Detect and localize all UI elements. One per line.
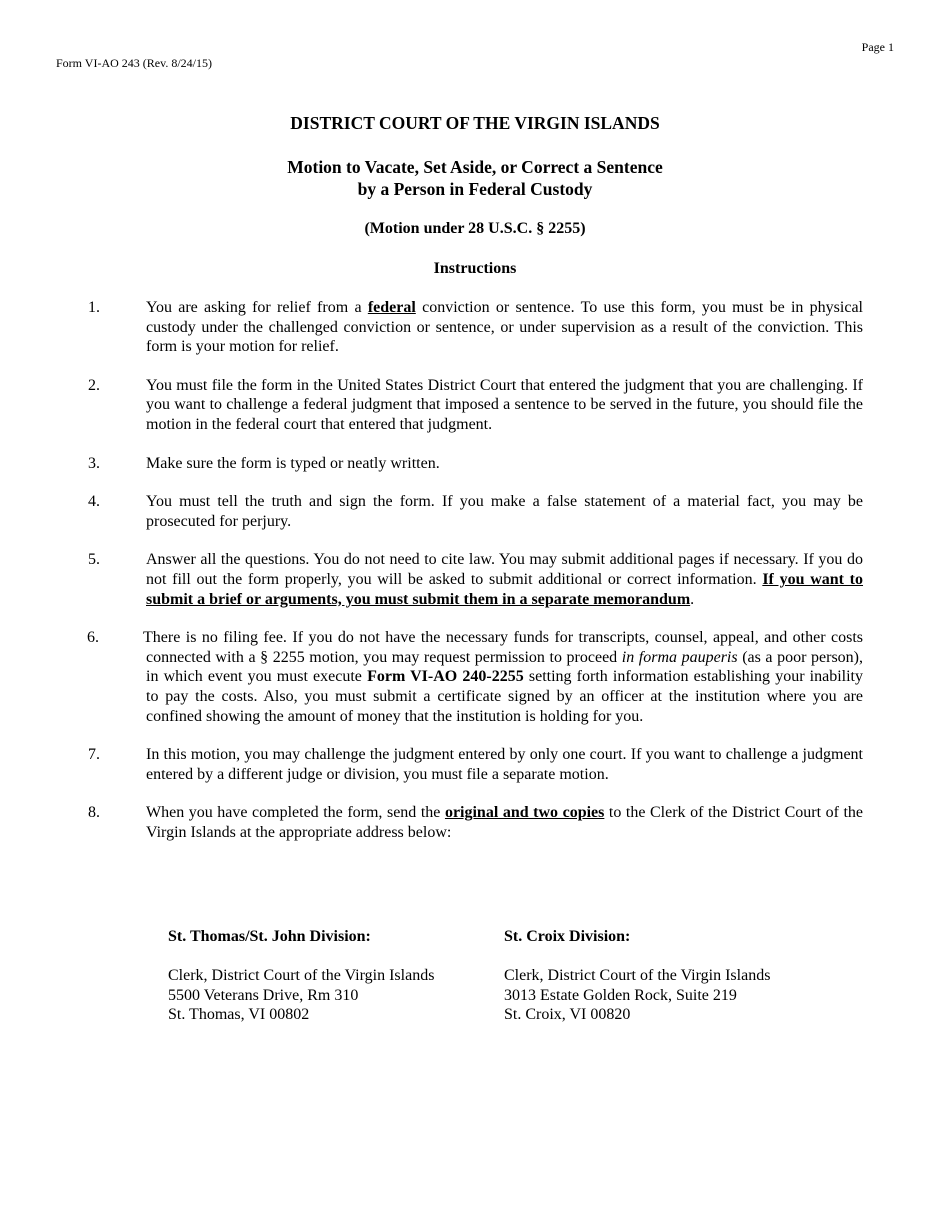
instruction-item-2	[0, 376, 950, 435]
instructions-list	[0, 298, 950, 861]
item-number: 8.	[88, 804, 100, 822]
item-text-part: .	[690, 590, 695, 608]
instruction-item-7	[0, 745, 950, 784]
motion-title	[0, 156, 950, 200]
item-text	[146, 803, 863, 842]
address-line: Clerk, District Court of the Virgin Islands	[168, 967, 435, 985]
motion-title-line-1: Motion to Vacate, Set Aside, or Correct a Sentence	[287, 157, 663, 177]
item-number: 1.	[88, 299, 100, 316]
item-text-part: You are asking for relief from a	[146, 299, 368, 316]
division-heading: St. Thomas/St. John Division:	[168, 928, 371, 945]
item-number: 7.	[88, 746, 100, 764]
item-text: You must tell the truth and sign the form. If you make a false statement of a material fact, you may be prosecuted for perjury.	[146, 493, 863, 530]
item-text-part: (as a poor person), in which event you must execute	[146, 648, 864, 686]
motion-subtitle: (Motion under 28 U.S.C. § 2255)	[364, 220, 586, 237]
court-title: DISTRICT COURT OF THE VIRGIN ISLANDS	[290, 113, 660, 133]
item-number: 2.	[88, 376, 100, 394]
address-line: 5500 Veterans Drive, Rm 310	[168, 986, 359, 1004]
division-heading: St. Croix Division:	[504, 928, 631, 945]
page-number: Page 1	[861, 40, 894, 54]
address-st-thomas	[168, 927, 434, 1025]
emphasis-federal: federal	[367, 299, 416, 316]
item-text	[143, 628, 864, 726]
emphasis-memorandum: If you want to submit a brief or arguments, you must submit them in a separate memorandum	[146, 570, 864, 608]
emphasis-form-reference: Form VI-AO 240-2255	[367, 668, 524, 686]
item-text-part: There is no filing fee. If you do not have the necessary funds for transcripts, counsel, appeal, and other costs connected with a § 2255 motion, you may request permission to proceed	[143, 629, 863, 666]
address-line: St. Thomas, VI 00802	[168, 1006, 310, 1024]
item-text-part: to the Clerk of the District Court of the Virgin Islands at the appropriate address below:	[146, 804, 864, 841]
instruction-item-1	[0, 298, 950, 357]
instruction-item-5	[0, 550, 950, 609]
item-text-part: conviction or sentence. To use this form, you must be in physical custody under the challenged conviction or sentence, or under supervision as a result of the conviction. This form is your motion for relief.	[146, 299, 864, 356]
item-text-part: When you have completed the form, send the	[146, 804, 445, 822]
item-number: 3.	[88, 454, 100, 472]
address-st-croix	[504, 927, 770, 1025]
emphasis-original-copies: original and two copies	[444, 804, 605, 822]
item-text	[146, 550, 863, 609]
item-number: 6.	[87, 629, 99, 647]
item-text-part: Answer all the questions. You do not need to cite law. You may submit additional pages if necessary. If you do not fill out the form properly, you will be asked to submit additional or correct information.	[146, 551, 863, 588]
emphasis-in-forma-pauperis: in forma pauperis	[621, 648, 738, 666]
address-line: 3013 Estate Golden Rock, Suite 219	[504, 986, 737, 1004]
instruction-item-4	[0, 492, 950, 531]
motion-title-line-2: by a Person in Federal Custody	[357, 179, 593, 199]
instruction-item-6	[0, 628, 950, 726]
item-text: You must file the form in the United States District Court that entered the judgment that you are challenging. If you want to challenge a federal judgment that imposed a sentence to be served in the future, you should file the motion in the federal court that entered that judgment.	[146, 376, 863, 433]
form-identifier: Form VI-AO 243 (Rev. 8/24/15)	[56, 56, 212, 70]
address-line: St. Croix, VI 00820	[504, 1006, 631, 1024]
item-text	[146, 298, 863, 357]
item-text-part: setting forth information establishing your inability to pay the costs. Also, you must submit a certificate signed by an officer at the institution where you are confined showing the amount of money that the institution is holding for you.	[146, 668, 864, 725]
item-text: Make sure the form is typed or neatly written.	[146, 454, 440, 472]
address-line: Clerk, District Court of the Virgin Islands	[504, 967, 771, 985]
instruction-item-3	[0, 454, 950, 474]
instruction-item-8	[0, 803, 950, 842]
item-text: In this motion, you may challenge the judgment entered by only one court. If you want to challenge a judgment entered by a different judge or division, you must file a separate motion.	[146, 746, 863, 783]
item-number: 4.	[88, 493, 100, 511]
instructions-heading: Instructions	[433, 260, 517, 277]
item-number: 5.	[88, 551, 100, 569]
